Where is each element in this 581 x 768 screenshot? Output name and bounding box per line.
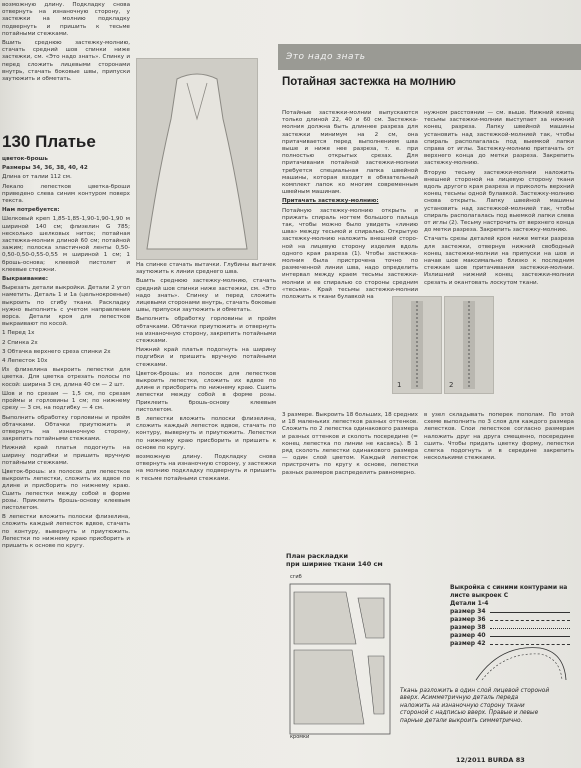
- zipper-step-2: [444, 296, 494, 394]
- pattern-options: цветок-брошь: [2, 156, 48, 162]
- lower-text-1: 3 размере. Выкроить 18 больших, 18 средних и 18 маленьких лепестков разных оттенков. Сложить по 2 лепестка одинакового размера и разных оттенков и сколоть посередине (= конец лепестка по линии не касаясь). В 1 ряд сколоть лепестки одинакового размера — один слой цветом. Каждый лепесток пристрочить по кругу к основе, лепестки разных размеров распределить равномерно.: [282, 412, 418, 476]
- layout-plan-title: [286, 552, 383, 568]
- legend-line-36: [490, 620, 570, 621]
- lower-text-2: в узел складывать поперек пополам. По этой схеме выполнить по 3 слоя для каждого размера лепестков. Слои лепестков согласно размерам наложить друг на друга смещенно, посередине сшить. Чтобы придать цветку форму, лепестки слегка подогнуть и в середине закрепить несколькими стежками.: [424, 412, 574, 462]
- pattern-legend: [450, 584, 570, 648]
- article-subhead: Притачать застежку-молнию:: [282, 198, 379, 205]
- cut-list-2: 2 Спинка 2x: [2, 339, 38, 346]
- left-column: [2, 2, 130, 132]
- middle-p5: Цветок-брошь: из полосок для лепестков выкроить лепестки, сложить их вдвое по длине и присборить по нижнему краю. Сшить лепестки между собой в форме розы. Приклеить брошь-основу клеевым пистолетом.: [136, 370, 276, 413]
- middle-text-top: возможную длину. Подкладку снова отвернуть на изнаночную сторону, у застежки на молнию подкладку подвернуть и пришить к тесьме потайными стежками.: [2, 2, 130, 37]
- middle-p4: Нижний край платья подогнуть на ширину подгибки и пришить вручную потайными стежками.: [136, 347, 276, 368]
- sewing-text: Шов и по срезам — 1,5 см, по срезам проймы и горловины 1 см; по нижнему срезу — 3 см, на подгибку — 4 см.: [2, 390, 130, 412]
- cut-list-3: 3 Обтачка верхнего среза спинки 2x: [2, 348, 111, 355]
- legend-row-38: [450, 624, 570, 632]
- pattern-intro: Лекало лепестков цветка-броши приведено слева синим контуром поверх текста.: [2, 183, 130, 205]
- middle-p1: На спинке стачать вытачки. Глубины вытачек заутюжить к линии среднего шва.: [136, 262, 276, 276]
- lower-column-2: [424, 412, 574, 532]
- lower-column-1: [282, 412, 418, 544]
- layout-plan-heading: План раскладки: [286, 552, 349, 560]
- zipper-1-icon: [393, 297, 441, 393]
- middle-text-f: В лепестки вложить полоски флизелина, сложить каждый лепесток вдвое, стачать по контуру, вывернуть и приутюжить. Лепестки по нижнему краю присборить и пришить к основе по кругу.: [2, 514, 130, 549]
- pattern-info-column: [2, 156, 130, 756]
- layout-plan-icon: [286, 574, 396, 742]
- cut-list-1: 1 Перед 1x: [2, 330, 35, 337]
- svg-text:1: 1: [397, 381, 402, 389]
- pattern-number: 130: [2, 132, 31, 151]
- middle-text-b: Вшить среднюю застежку-молнию, стачать средний шов спинки ниже застежки, см. «Это надо знать». Спинку и перед сложить лицевыми сторонами внутрь, стачать боковые швы, припуски заутюжить и обметать.: [2, 40, 130, 83]
- middle-column: [136, 262, 276, 756]
- materials-title: Нам потребуется:: [2, 207, 60, 214]
- cut-list-4: 4 Лепесток 10x: [2, 358, 48, 365]
- pattern-title: [2, 132, 96, 152]
- article-p5: Стачать срезы деталей кроя ниже метки разреза для застежки, отвернув нижний свободный конец застежки-молнии на припуски на шов и начав шов максимально близко к последним стежкам шов притачивания застежки-молнии. Излишний нижний конец застежки-молнии срезать и окантовать лоскутом ткани.: [424, 236, 574, 286]
- pattern-piece-icon: [470, 640, 570, 684]
- layout-fold-label: сгиб: [290, 574, 302, 580]
- article-title: Потайная застежка на молнию: [282, 76, 456, 88]
- cutting-title: Выкраивание:: [2, 276, 48, 283]
- legend-row-36: [450, 616, 570, 624]
- pattern-sketch: [470, 640, 570, 684]
- legend-row-34: [450, 608, 570, 616]
- zipper-step-1: [392, 296, 442, 394]
- layout-selvage-label: кромки: [290, 734, 310, 740]
- legend-line-38: [490, 628, 570, 629]
- legend-subtitle: Детали 1-4: [450, 600, 489, 607]
- article-p1: Потайные застежки-молнии выпускаются только длиной 22, 40 и 60 см. Застежка-молния должна быть длиннее разреза для застежки минимум на 2 см, она притачивается перед выполнением шва выше и ниже нее разреза, т. е. при полностью открытых срезах. Для притачивания потайной застежки-молнии требуется специальная лапка швейной машины, которая входит в обязательный комплект лапок ко многим современным швейным машинам.: [282, 110, 418, 196]
- legend-size-38: размер 38: [450, 624, 486, 631]
- page-footer: 12/2011 BURDA 83: [456, 756, 525, 764]
- middle-p6: В лепестки вложить полоски флизелина, сложить каждый лепесток вдвое, стачать по контуру, вывернуть и приутюжить. Лепестки по нижнему краю присборить и пришить к основе по кругу.: [136, 416, 276, 451]
- article-p2: Потайную застежку-молнию открыть и прижать спираль ногтем большого пальца так, чтобы можно было увидеть «линию шва» между тесьмой и спиралью. Открытую застежку-молнию наложить внешней стороной на лицевую сторону изделия вдоль одного края разреза (1). Чтобы застежка-молния была пристрочена точно по размеченной линии шва, надо определить интервал между краем тесьмы застежки-молнии и ее спиралью со стороны средним «тесьма». Край тесьмы застежки-молнии положить к ткани булавкой на: [282, 207, 418, 301]
- legend-size-34: размер 34: [450, 608, 486, 615]
- pattern-name: Платье: [35, 132, 96, 151]
- legend-row-40: [450, 632, 570, 640]
- cutting-text: Вырезать детали выкройки. Детали 2 угол наметить. Деталь 1 и 1а (цельнокроеные) выкроить по сгибу ткани. Раскладку нужно выполнить с учетом направления ворса. Детали кроя для лепестков выкраивают по косой.: [2, 285, 130, 328]
- middle-text-d: Нижний край платья подогнуть на ширину подгибки и пришить вручную потайными стежками.: [2, 445, 130, 466]
- dress-illustration: [136, 58, 258, 260]
- extra-text: Из флизелина выкроить лепестки для цветка. Для цветка отрезать полосы по косой: ширина 3 см, длина 40 см — 2 шт.: [2, 367, 130, 388]
- legend-size-42: размер 42: [450, 640, 486, 647]
- pattern-sizes: Размеры 34, 36, 38, 40, 42: [2, 165, 88, 172]
- article-p3: нужном расстоянии — см. выше. Нижний конец тесьмы застежки-молнии выступает за нижний конец разреза. Лапку швейной машины установить над застежкой-молнией так, чтобы спираль располагалась под выемкой лапки справа от иглы. Застежку-молнию притачать от верхнего конца до метки разреза. Закрепить застежку-молнию.: [424, 110, 574, 167]
- pattern-length: Длина от талии 112 см.: [2, 174, 72, 181]
- legend-title: Выкройка с синими контурами на листе выкроек С: [450, 584, 568, 599]
- layout-plan-subtitle: при ширине ткани 140 см: [286, 560, 383, 568]
- middle-p2: Вшить среднюю застежку-молнию, стачать средний шов спинки ниже застежки, см. «Это надо знать». Спинку и перед сложить лицевыми сторонами внутрь, стачать боковые швы, припуски заутюжить и обметать.: [136, 278, 276, 314]
- middle-p3: Выполнить обработку горловины и пройм обтачками. Обтачки приутюжить и отвернуть на изнаночную сторону, закрепить потайными стежками.: [136, 316, 276, 345]
- article-p4: Вторую тесьму застежки-молнии наложить внешней стороной на лицевую сторону ткани вдоль другого края разреза и приколоть верхний конец тесьмы одной булавкой. Застежку-молнию снова открыть. Лапку швейной машины установить над застежкой-молнией так, чтобы спираль располагалась под выемкой лапки слева от иглы (2). Тесьму настрочить от верхнего конца до метки разреза. Закрепить застежку-молнию.: [424, 169, 574, 234]
- svg-text:2: 2: [449, 381, 454, 389]
- legend-line-40: [490, 636, 570, 637]
- section-label: Это надо знать: [286, 52, 366, 62]
- legend-line-34: [490, 612, 570, 613]
- middle-p7: возможную длину. Подкладку снова отвернуть на изнаночную сторону, у застежки на молнию подкладку подвернуть и пришить к тесьме потайными стежками.: [136, 454, 276, 482]
- legend-size-36: размер 36: [450, 616, 486, 623]
- middle-text-c: Выполнить обработку горловины и пройм обтачками. Обтачки приутюжить и отвернуть на изнаночную сторону, закрепить потайными стежками.: [2, 414, 130, 443]
- layout-caption: Ткань разложить в один слой лицевой стороной вверх. Асимметричную деталь переда наложить на изнаночную сторону ткани стороной с надписью вверх. Правые и левые парные детали выкроить симметрично.: [400, 688, 550, 724]
- dress-sketch-icon: [137, 59, 257, 259]
- materials-text: Шелковый креп 1,85-1,85-1,90-1,90-1,90 м шириной 140 см; флизелин G 785; несколько шелковых ниток; потайная застежка-молния длиной 60 см; потайной зажим; полоска эластичной ленты 0,50-0,50-0,50-0,55-0,55 м шириной 1 см; 1 брошь-основа; клеевой пистолет и клеевые стержни.: [2, 216, 130, 273]
- zipper-2-icon: [445, 297, 493, 393]
- middle-text-e: Цветок-брошь: из полосок для лепестков выкроить лепестки, сложить их вдвое по длине и присборить по нижнему краю. Сшить лепестки между собой в форме розы. Приклеить брошь-основу клеевым пистолетом.: [2, 468, 130, 511]
- legend-size-40: размер 40: [450, 632, 486, 639]
- layout-plan-diagram: [286, 574, 396, 742]
